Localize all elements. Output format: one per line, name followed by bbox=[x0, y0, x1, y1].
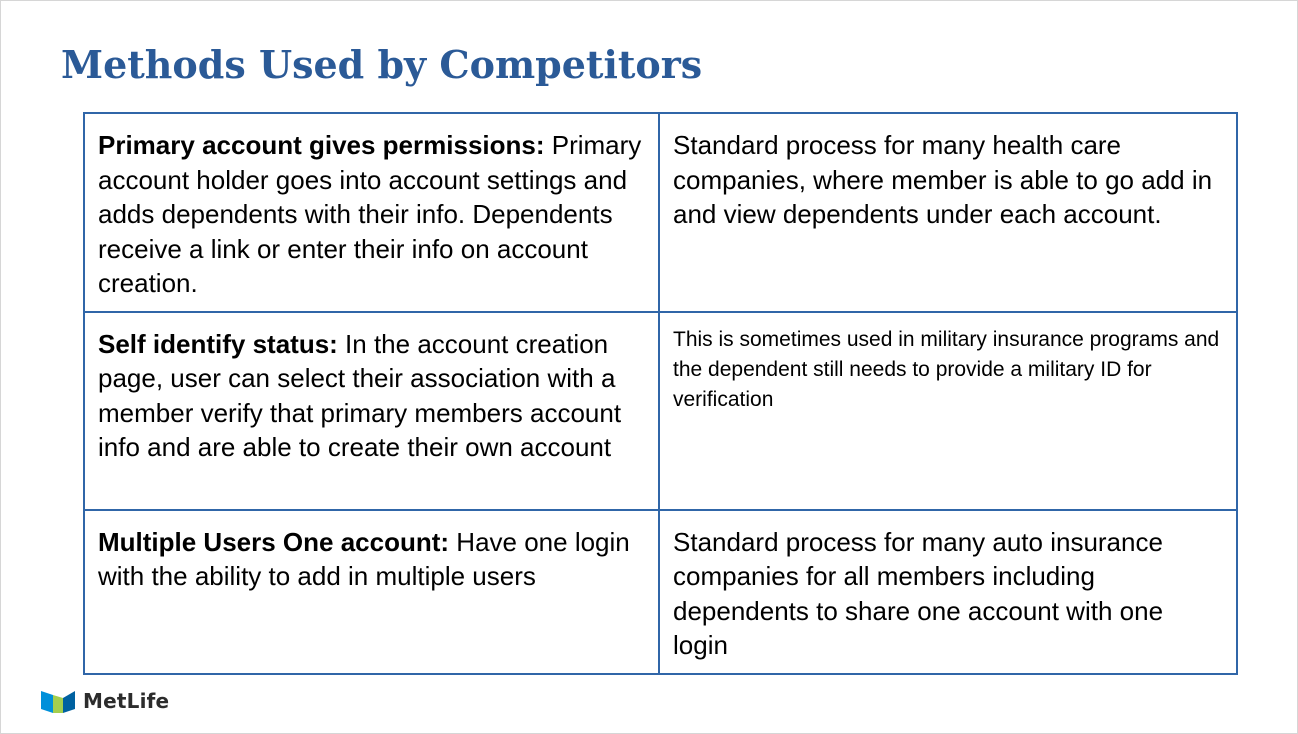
method-title: Primary account gives permissions: bbox=[98, 130, 545, 160]
method-description: Have one login with the ability to add in multiple users bbox=[98, 526, 630, 591]
table-row bbox=[84, 312, 1237, 510]
method-title: Multiple Users One account: bbox=[98, 526, 450, 557]
metlife-wordmark: MetLife bbox=[83, 689, 170, 713]
method-cell bbox=[84, 312, 659, 510]
method-note: This is sometimes used in military insurance programs and the dependent still needs to provide a military ID for verification bbox=[659, 312, 1237, 510]
method-description: Primary account holder goes into account settings and adds dependents with their info. Dependents receive a link or enter their info on account creation. bbox=[98, 130, 642, 298]
table-row bbox=[84, 510, 1237, 674]
method-description: In the account creation page, user can select their association with a member verify that primary members account info and are able to create their own account bbox=[98, 328, 622, 462]
method-cell bbox=[84, 113, 659, 312]
table-row bbox=[84, 113, 1237, 312]
metlife-m-icon bbox=[41, 689, 75, 713]
metlife-logo bbox=[41, 687, 169, 715]
method-note: Standard process for many health care companies, where member is able to go add in and view dependents under each account. bbox=[659, 113, 1237, 312]
method-cell bbox=[84, 510, 659, 674]
method-note: Standard process for many auto insurance companies for all members including dependents to share one account with one login bbox=[659, 510, 1237, 674]
slide-title: Methods Used by Competitors bbox=[61, 42, 703, 87]
method-title: Self identify status: bbox=[98, 328, 338, 359]
competitor-methods-table bbox=[83, 112, 1238, 675]
